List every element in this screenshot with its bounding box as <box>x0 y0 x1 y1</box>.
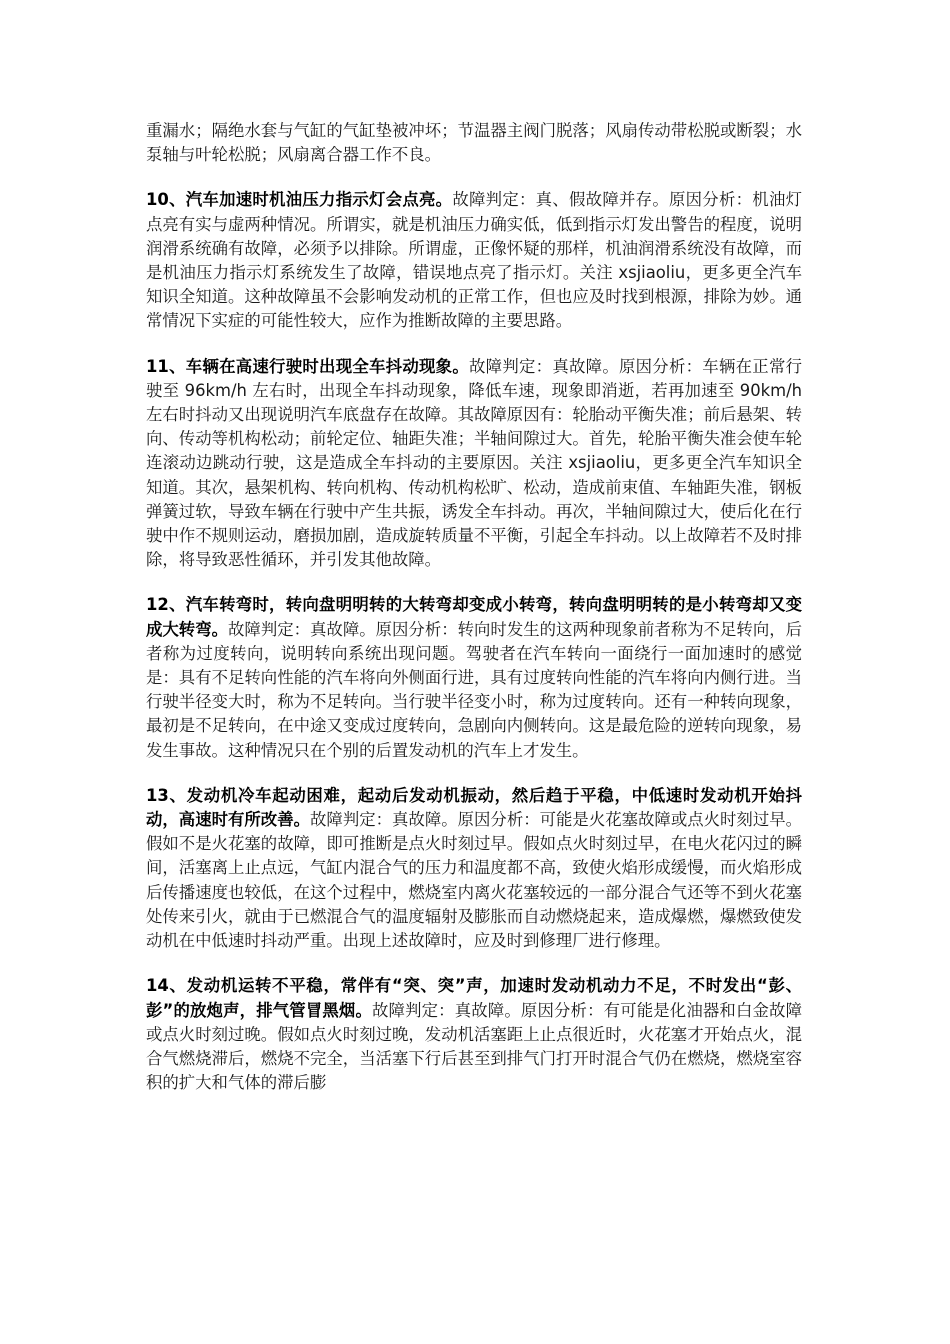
paragraph-heading: 10、汽车加速时机油压力指示灯会点亮。 <box>146 190 453 210</box>
paragraph-text: 故障判定：真故障。原因分析：可能是火花塞故障或点火时刻过早。假如不是火花塞的故障，即可推断是点火时刻过早。假如点火时刻过早，在电火花闪过的瞬间，活塞离上止点远，气缸内混合气的压力和温度都不高，致使火焰形成缓慢，而火焰形成后传播速度也较低，在这个过程中，燃烧室内离火花塞较远的一部分混合气还等不到火花塞处传来引火，就由于已燃混合气的温度辐射及膨胀而自动燃烧起来，造成爆燃，爆燃致使发动机在中低速时抖动严重。出现上述故障时，应及时到修理厂进行修理。 <box>146 810 803 951</box>
paragraph-item-14 <box>146 974 802 1095</box>
paragraph-item-12 <box>146 593 802 762</box>
paragraph-item-11 <box>146 355 802 573</box>
paragraph-heading: 11、车辆在高速行驶时出现全车抖动现象。 <box>146 356 470 376</box>
paragraph-text: 故障判定：真故障。原因分析：车辆在正常行驶至 96km/h 左右时，出现全车抖动现象，降低车速，现象即消逝，若再加速至 90km/h 左右时抖动又出现说明汽车底盘存在故障。其故障原因有：轮胎动平衡失准；前后悬架、转向、传动等机构松动；前轮定位、轴距失准；半轴间隙过大。首先，轮胎平衡失准会使车轮连滚动边跳动行驶，这是造成全车抖动的主要原因。关注 xsjiaoliu，更多更全汽车知识全知道。其次，悬架机构、转向机构、传动机构松旷、松动，造成前束值、车轴距失准，钢板弹簧过软，导致车辆在行驶中产生共振，诱发全车抖动。再次，半轴间隙过大，使后化在行驶中作不规则运动，磨损加剧，造成旋转质量不平衡，引起全车抖动。以上故障若不及时排除，将导致恶性循环，并引发其他故障。 <box>146 356 802 570</box>
paragraph-text: 重漏水；隔绝水套与气缸的气缸垫被冲坏；节温器主阀门脱落；风扇传动带松脱或断裂；水泵轴与叶轮松脱；风扇离合器工作不良。 <box>146 121 802 165</box>
paragraph-text: 故障判定：真故障。原因分析：转向时发生的这两种现象前者称为不足转向，后者称为过度转向，说明转向系统出现问题。驾驶者在汽车转向一面绕行一面加速时的感觉是：具有不足转向性能的汽车将向外侧面行进，具有过度转向性能的汽车将向内侧行进。当行驶半径变大时，称为不足转向。当行驶半径变小时，称为过度转向。还有一种转向现象，最初是不足转向，在中途又变成过度转向，急剧向内侧转向。这是最危险的逆转向现象，易发生事故。这种情况只在个别的后置发动机的汽车上才发生。 <box>146 619 803 760</box>
paragraph-heading: 13、发动机冷车起动困难，起动后发动机振动，然后趋于平稳，中低速时发动机开始抖动，高速时有所改善。 <box>146 785 802 830</box>
paragraph-text: 故障判定：真故障。原因分析：有可能是化油器和白金故障或点火时刻过晚。假如点火时刻过晚，发动机活塞距上止点很近时，火花塞才开始点火，混合气燃烧滞后，燃烧不完全，当活塞下行后甚至到排气门打开时混合气仍在燃烧，燃烧室容积的扩大和气体的滞后膨 <box>146 1000 802 1093</box>
paragraph-heading: 12、汽车转弯时，转向盘明明转的大转弯却变成小转弯，转向盘明明转的是小转弯却又变成大转弯。 <box>146 595 802 639</box>
paragraph-text: 故障判定：真、假故障并存。原因分析：机油灯点亮有实与虚两种情况。所谓实，就是机油压力确实低，低到指示灯发出警告的程度，说明润滑系统确有故障，必须予以排除。所谓虚，正像怀疑的那样，机油润滑系统没有故障，而是机油压力指示灯系统发生了故障，错误地点亮了指示灯。关注 xsjiaoliu，更多更全汽车知识全知道。这种故障虽不会影响发动机的正常工作，但也应及时找到根源，排除为妙。通常情况下实症的可能性较大，应作为推断故障的主要思路。 <box>146 190 803 331</box>
paragraph-heading: 14、发动机运转不平稳，常伴有“突、突”声，加速时发动机动力不足，不时发出“彭、彭”的放炮声，排气管冒黑烟。 <box>146 976 802 1020</box>
document-body <box>146 119 802 1116</box>
paragraph-item-13 <box>146 784 802 953</box>
paragraph-cooling-faults <box>146 119 802 167</box>
paragraph-item-10 <box>146 188 802 333</box>
